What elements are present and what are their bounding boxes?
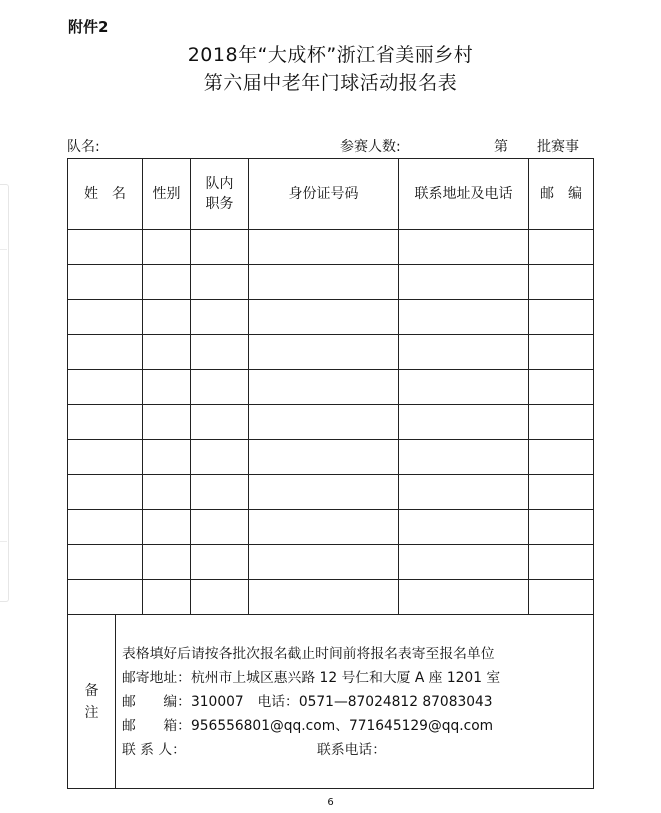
table-row bbox=[68, 300, 594, 335]
header-id-number-text: 身份证号码 bbox=[288, 186, 359, 202]
cell-address-phone bbox=[399, 440, 529, 475]
table-row bbox=[68, 475, 594, 510]
cell-id-number bbox=[249, 370, 399, 405]
header-address-phone-text: 联系地址及电话 bbox=[414, 186, 513, 202]
cell-postcode bbox=[529, 440, 594, 475]
cell-id-number bbox=[249, 510, 399, 545]
cell-gender bbox=[143, 510, 191, 545]
cell-address-phone bbox=[399, 510, 529, 545]
cell-postcode bbox=[529, 405, 594, 440]
notes-label-cell bbox=[68, 615, 116, 789]
cell-address-phone bbox=[399, 475, 529, 510]
table-row bbox=[68, 265, 594, 300]
cell-postcode bbox=[529, 230, 594, 265]
header-gender-text: 性别 bbox=[152, 186, 181, 202]
cell-id-number bbox=[249, 440, 399, 475]
cell-postcode bbox=[529, 335, 594, 370]
cell-name bbox=[68, 335, 143, 370]
header-name-text: 姓 名 bbox=[84, 186, 126, 202]
team-name-label: 队名: bbox=[67, 139, 100, 155]
batch-prefix: 第 bbox=[494, 139, 508, 155]
participants-label: 参赛人数: bbox=[340, 139, 401, 155]
table-row bbox=[68, 580, 594, 615]
header-postcode-text: 邮 编 bbox=[540, 186, 582, 202]
cell-team-role bbox=[191, 335, 249, 370]
cell-gender bbox=[143, 545, 191, 580]
document-title-line-1: 2018年“大成杯”浙江省美丽乡村 bbox=[187, 44, 474, 66]
cell-postcode bbox=[529, 265, 594, 300]
cell-name bbox=[68, 545, 143, 580]
cell-address-phone bbox=[399, 300, 529, 335]
header-name bbox=[68, 159, 143, 230]
document-title-line-2: 第六届中老年门球活动报名表 bbox=[203, 72, 458, 94]
cell-gender bbox=[143, 335, 191, 370]
cell-team-role bbox=[191, 405, 249, 440]
cell-name bbox=[68, 580, 143, 615]
cell-team-role bbox=[191, 545, 249, 580]
cell-team-role bbox=[191, 230, 249, 265]
cell-id-number bbox=[249, 230, 399, 265]
cell-team-role bbox=[191, 370, 249, 405]
header-team-role bbox=[191, 159, 249, 230]
cell-id-number bbox=[249, 265, 399, 300]
cell-gender bbox=[143, 475, 191, 510]
header-address-phone bbox=[399, 159, 529, 230]
page-number: 6 bbox=[327, 797, 334, 808]
cell-name bbox=[68, 405, 143, 440]
notes-label-line-2: 注 bbox=[84, 704, 99, 721]
cell-postcode bbox=[529, 475, 594, 510]
attachment-label: 附件2 bbox=[68, 18, 109, 36]
notes-content bbox=[116, 615, 594, 789]
cell-team-role bbox=[191, 440, 249, 475]
cell-team-role bbox=[191, 475, 249, 510]
sidebar-divider bbox=[0, 541, 7, 542]
header-postcode bbox=[529, 159, 594, 230]
cell-id-number bbox=[249, 335, 399, 370]
registration-table-body bbox=[68, 159, 594, 789]
cell-team-role bbox=[191, 510, 249, 545]
table-row bbox=[68, 510, 594, 545]
cell-name bbox=[68, 510, 143, 545]
cell-team-role bbox=[191, 300, 249, 335]
table-row bbox=[68, 405, 594, 440]
cell-gender bbox=[143, 370, 191, 405]
cell-postcode bbox=[529, 300, 594, 335]
cell-id-number bbox=[249, 580, 399, 615]
cell-postcode bbox=[529, 580, 594, 615]
header-gender bbox=[143, 159, 191, 230]
cell-postcode bbox=[529, 370, 594, 405]
header-id-number bbox=[249, 159, 399, 230]
header-team-role-text: 队内 职务 bbox=[205, 176, 234, 212]
notes-line: 邮 编：310007 电话：0571—87024812 87083043 bbox=[122, 693, 493, 710]
cell-address-phone bbox=[399, 405, 529, 440]
cell-team-role bbox=[191, 265, 249, 300]
cell-address-phone bbox=[399, 580, 529, 615]
cell-gender bbox=[143, 230, 191, 265]
table-row bbox=[68, 545, 594, 580]
cell-id-number bbox=[249, 475, 399, 510]
registration-table bbox=[67, 158, 594, 789]
cell-id-number bbox=[249, 545, 399, 580]
cell-name bbox=[68, 440, 143, 475]
table-row bbox=[68, 335, 594, 370]
notes-row bbox=[68, 615, 594, 789]
table-header-row bbox=[68, 159, 594, 230]
cell-name bbox=[68, 300, 143, 335]
cell-id-number bbox=[249, 300, 399, 335]
cell-address-phone bbox=[399, 370, 529, 405]
cell-gender bbox=[143, 405, 191, 440]
cell-gender bbox=[143, 440, 191, 475]
notes-line: 邮寄地址：杭州市上城区惠兴路 12 号仁和大厦 A 座 1201 室 bbox=[122, 669, 501, 686]
cell-name bbox=[68, 370, 143, 405]
cell-address-phone bbox=[399, 230, 529, 265]
notes-line: 表格填好后请按各批次报名截止时间前将报名表寄至报名单位 bbox=[122, 645, 495, 662]
cell-address-phone bbox=[399, 545, 529, 580]
cell-gender bbox=[143, 300, 191, 335]
notes-line: 联 系 人： 联系电话： bbox=[122, 741, 387, 758]
sidebar-edge bbox=[0, 184, 9, 602]
table-row bbox=[68, 370, 594, 405]
cell-gender bbox=[143, 265, 191, 300]
table-row bbox=[68, 230, 594, 265]
table-row bbox=[68, 440, 594, 475]
cell-postcode bbox=[529, 510, 594, 545]
notes-label-line-1: 备 bbox=[84, 682, 99, 699]
cell-gender bbox=[143, 580, 191, 615]
cell-name bbox=[68, 475, 143, 510]
cell-id-number bbox=[249, 405, 399, 440]
cell-name bbox=[68, 230, 143, 265]
cell-address-phone bbox=[399, 265, 529, 300]
sidebar-divider bbox=[0, 249, 7, 250]
cell-name bbox=[68, 265, 143, 300]
cell-postcode bbox=[529, 545, 594, 580]
cell-team-role bbox=[191, 580, 249, 615]
notes-line: 邮 箱：956556801@qq.com、771645129@qq.com bbox=[122, 717, 494, 734]
cell-address-phone bbox=[399, 335, 529, 370]
batch-suffix: 批赛事 bbox=[537, 139, 579, 155]
